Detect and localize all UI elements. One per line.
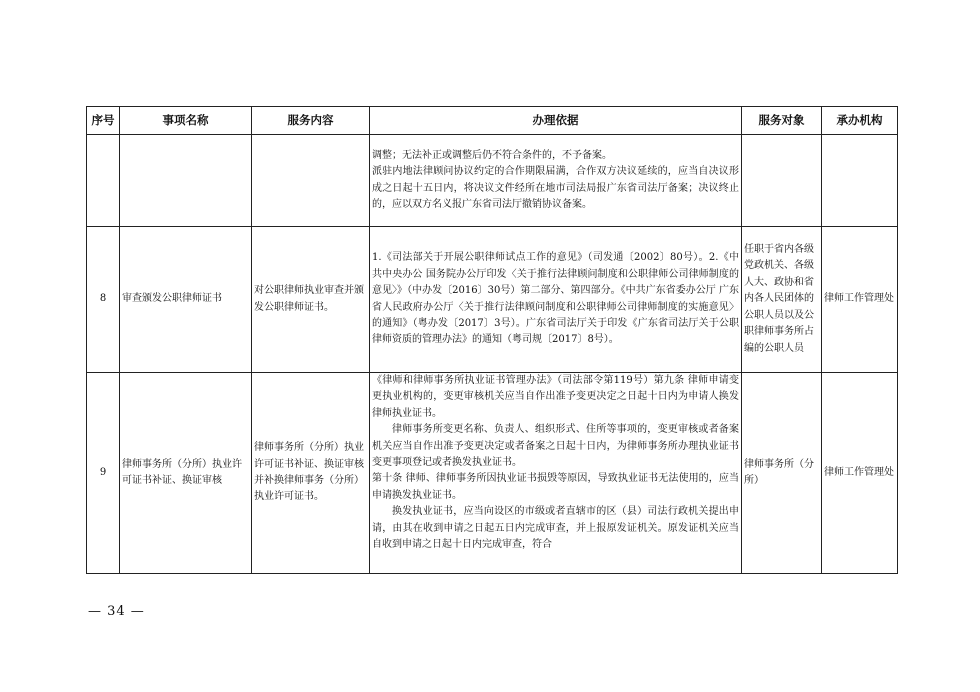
cell-basis	[370, 135, 742, 227]
header-name: 事项名称	[120, 107, 252, 135]
cell-target: 律师事务所（分所）	[742, 373, 822, 574]
cell-basis	[370, 227, 742, 373]
matters-table	[86, 106, 898, 574]
cell-name: 审查颁发公职律师证书	[120, 227, 252, 373]
table-header-row	[87, 107, 898, 135]
cell-basis	[370, 373, 742, 574]
cell-name: 律师事务所（分所）执业许可证书补证、换证审核	[120, 373, 252, 574]
basis-paragraph: 换发执业证书，应当向设区的市级或者直辖市的区（县）司法行政机关提出申请，由其在收到申请之日起五日内完成审查，并上报原发证机关。原发证机关应当自收到申请之日起十日内完成审查，符合	[372, 506, 739, 551]
basis-paragraph: 《律师和律师事务所执业证书管理办法》（司法部令第119号）第九条 律师申请变更执业机构的，变更审核机关应当自作出准予变更决定之日起十日内为申请人换发律师执业证书。	[372, 375, 739, 419]
cell-org: 律师工作管理处	[822, 227, 898, 373]
cell-target	[742, 135, 822, 227]
header-target: 服务对象	[742, 107, 822, 135]
table-row	[87, 373, 898, 574]
table-row	[87, 227, 898, 373]
cell-content: 对公职律师执业审查并颁发公职律师证书。	[252, 227, 370, 373]
cell-content	[252, 135, 370, 227]
page-number: — 34 —	[88, 604, 145, 619]
header-content: 服务内容	[252, 107, 370, 135]
cell-content: 律师事务所（分所）执业许可证书补证、换证审核并补换律师事务（分所）执业许可证书。	[252, 373, 370, 574]
header-no: 序号	[87, 107, 120, 135]
basis-paragraph: 律师事务所变更名称、负责人、组织形式、住所等事项的，变更审核或者备案机关应当自作出准予变更决定或者备案之日起十日内，为律师事务所办理执业证书变更事项登记或者换发执业证书。	[372, 424, 739, 469]
table-row-continuation	[87, 135, 898, 227]
basis-paragraph: 第十条 律师、律师事务所因执业证书损毁等原因，导致执业证书无法使用的，应当申请换发执业证书。	[372, 473, 739, 501]
cell-org	[822, 135, 898, 227]
cell-name	[120, 135, 252, 227]
cell-no	[87, 135, 120, 227]
cell-no: 8	[87, 227, 120, 373]
cell-target: 任职于省内各级党政机关、各级人大、政协和省内各人民团体的公职人员以及公职律师事务所占编的公职人员	[742, 227, 822, 373]
cell-org: 律师工作管理处	[822, 373, 898, 574]
basis-paragraph: 派驻内地法律顾问协议约定的合作期限届满，合作双方决议延续的，应当自决议形成之日起十五日内，将决议文件经所在地市司法局报广东省司法厅备案；决议终止的，应以双方名义报广东省司法厅撤销协议备案。	[372, 166, 739, 210]
header-basis: 办理依据	[370, 107, 742, 135]
basis-paragraph: 调整；无法补正或调整后仍不符合条件的，不予备案。	[372, 149, 612, 161]
cell-no: 9	[87, 373, 120, 574]
header-org: 承办机构	[822, 107, 898, 135]
basis-paragraph: 1.《司法部关于开展公职律师试点工作的意见》（司发通〔2002〕80号）。2.《中共中央办公 国务院办公厅印发〈关于推行法律顾问制度和公职律师公司律师制度的意见〉》（中办发〔2016〕30号）第二部分、第四部分。《中共广东省委办公厅 广东省人民政府办公厅〈关于推行法律顾问制度和公职律师公司律师制度的实施意见〉的通知》（粤办发〔2017〕3号）。广东省司法厅关于印发《广东省司法厅关于公职律师资质的管理办法》的通知（粤司规〔2017〕8号）。	[372, 252, 739, 346]
